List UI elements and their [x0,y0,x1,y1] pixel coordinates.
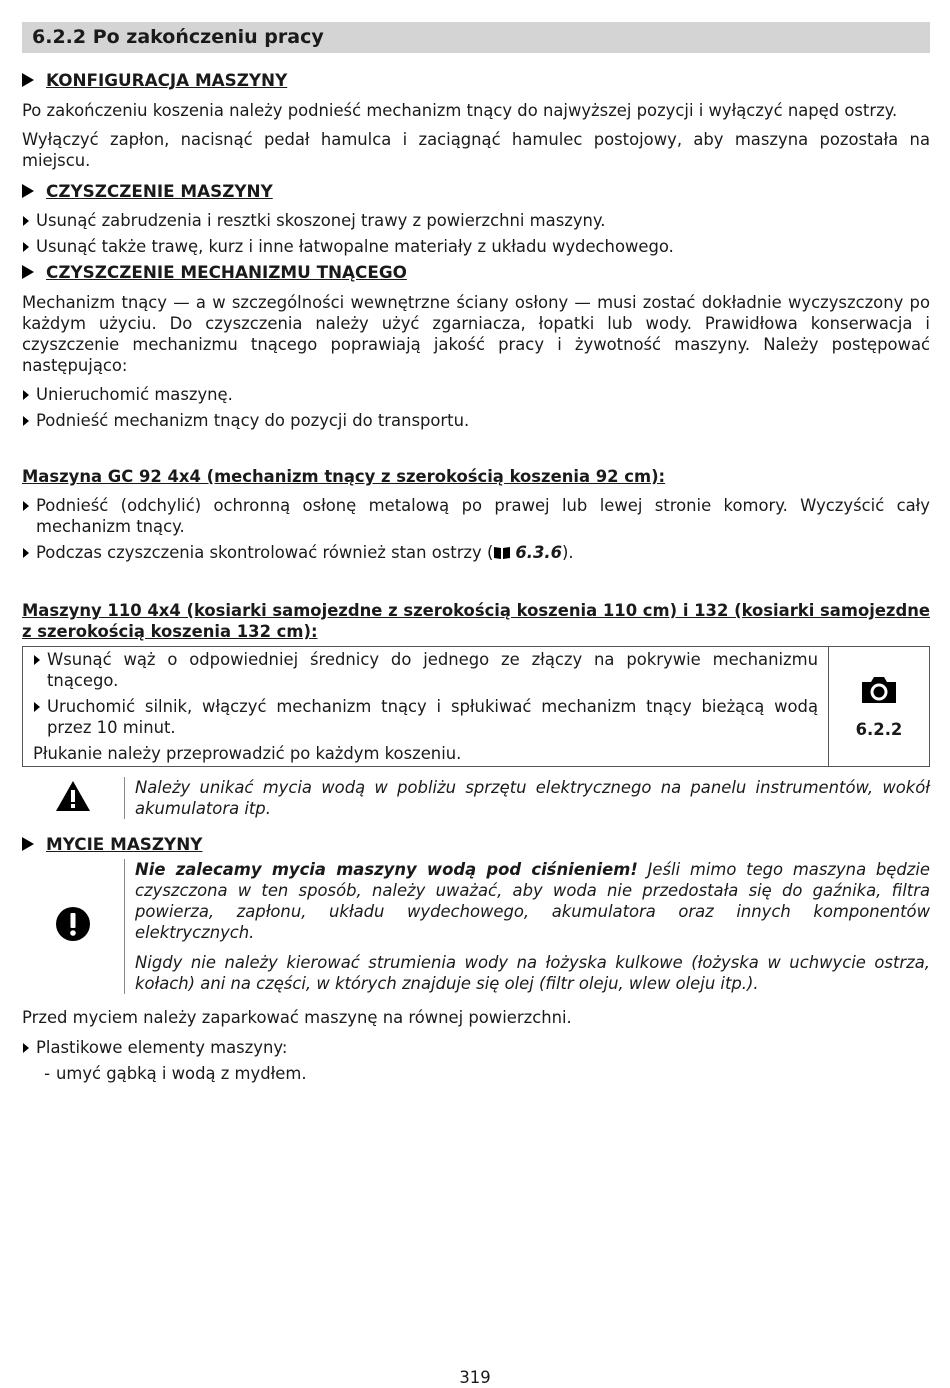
reference-link[interactable]: 6.3.6 [515,543,563,562]
warning-triangle-icon [55,780,91,817]
bullet-icon [33,649,47,691]
bullet-icon [22,495,36,537]
section-title: 6.2.2 Po zakończeniu pracy [22,22,930,53]
bullet-icon [22,1037,36,1058]
heading-mechanizm: CZYSZCZENIE MECHANIZMU TNĄCEGO [22,261,930,283]
list-item: Usunąć także trawę, kurz i inne łatwopalne materiały z układu wydechowego. [22,236,930,257]
page-number: 319 [459,1368,491,1387]
bullet-icon [22,236,36,257]
dash-item: - umyć gąbką i wodą z mydłem. [44,1064,307,1083]
paragraph: Przed myciem należy zaparkować maszynę na równej powierzchni. [22,1008,572,1027]
caution-note: Nie zalecamy mycia maszyny wodą pod ciśnieniem! Jeśli mimo tego maszyna będzie czyszczona w ten sposób, należy uważać, aby woda nie przedostała się do gaźnika, filtra powierza, zapłonu, układu wydechowego, akumulatora oraz innych komponentów elektrycznych. Nigdy nie należy kierować strumienia wody na łożyska kulkowe (łożyska w uchwycie ostrza, kołach) ani na części, w których znajduje się olej (filtr oleju, wlew oleju itp.). [22,859,930,994]
list-item: Unieruchomić maszynę. [22,384,930,405]
triangle-icon [22,265,34,279]
bullet-icon [33,696,47,738]
warning-text: Należy unikać mycia wodą w pobliżu sprzętu elektrycznego na panelu instrumentów, wokół akumulatora itp. [124,777,930,819]
camera-icon [859,674,899,711]
manual-page [22,22,930,1084]
warning-note [22,777,930,819]
photo-reference: 6.2.2 [855,719,903,739]
book-icon [493,544,511,565]
heading-konfiguracja: KONFIGURACJA MASZYNY [22,69,930,91]
list-item: Uruchomić silnik, włączyć mechanizm tnący i spłukiwać mechanizm tnący bieżącą wodą przez 10 minut. [33,696,818,738]
triangle-icon [22,837,34,851]
list-item: Usunąć zabrudzenia i resztki skoszonej trawy z powierzchni maszyny. [22,210,930,231]
list-item: Podnieść mechanizm tnący do pozycji do transportu. [22,410,930,431]
list-item: Podczas czyszczenia skontrolować również stan ostrzy ( 6.3.6). [22,542,930,565]
instruction-box [22,646,930,767]
bullet-icon [22,384,36,405]
heading-czyszczenie: CZYSZCZENIE MASZYNY [22,180,930,202]
subheading-110-132: Maszyny 110 4x4 (kosiarki samojezdne z szerokością koszenia 110 cm) i 132 (kosiarki samojezdne z szerokością koszenia 132 cm): [22,601,930,641]
paragraph: Po zakończeniu koszenia należy podnieść mechanizm tnący do najwyższej pozycji i wyłączyć napęd ostrzy. [22,101,898,120]
subheading-gc92: Maszyna GC 92 4x4 (mechanizm tnący z szerokością koszenia 92 cm): [22,467,666,486]
list-item: Plastikowe elementy maszyny: [22,1037,930,1058]
bullet-icon [22,542,36,565]
heading-mycie: MYCIE MASZYNY [22,833,930,855]
bullet-icon [22,410,36,431]
bullet-icon [22,210,36,231]
list-item: Podnieść (odchylić) ochronną osłonę metalową po prawej lub lewej stronie komory. Wyczyścić cały mechanizm tnący. [22,495,930,537]
triangle-icon [22,184,34,198]
paragraph: Mechanizm tnący — a w szczególności wewnętrzne ściany osłony — musi zostać dokładnie wyczyszczony po każdym użyciu. Do czyszczenia należy użyć zgarniacza, łopatki lub wody. Prawidłowa konserwacja i czyszczenie mechanizmu tnącego poprawiają jakość pracy i żywotność maszyny. Należy postępować następująco: [22,293,930,375]
exclamation-icon [55,906,91,947]
paragraph: Wyłączyć zapłon, nacisnąć pedał hamulca i zaciągnąć hamulec postojowy, aby maszyna pozostała na miejscu. [22,130,930,170]
triangle-icon [22,73,34,87]
paragraph: Płukanie należy przeprowadzić po każdym koszeniu. [33,744,462,763]
list-item: Wsunąć wąż o odpowiedniej średnicy do jednego ze złączy na pokrywie mechanizmu tnącego. [33,649,818,691]
